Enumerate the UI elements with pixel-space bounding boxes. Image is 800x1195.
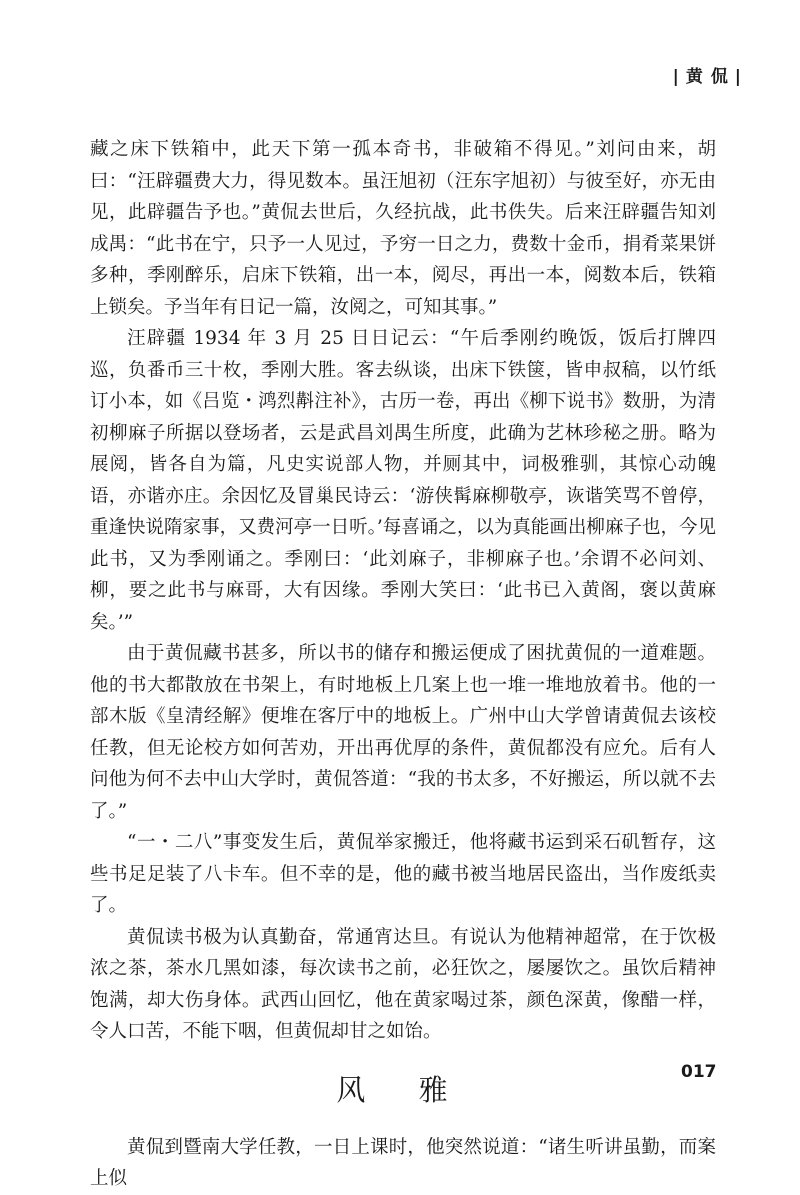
running-head xyxy=(667,62,748,87)
paragraph-3: 由于黄侃藏书甚多，所以书的储存和搬运便成了困扰黄侃的一道难题。他的书大都散放在书架上，有时地板上几案上也一堆一堆地放着书。他的一部木版《皇清经解》便堆在客厅中的地板上。广州中山大学曾请黄侃去该校任教，但无论校方如何苦劝，开出再优厚的条件，黄侃都没有应允。后有人问他为何不去中山大学时，黄侃答道：“我的书太多，不好搬运，所以就不去了。” xyxy=(90,643,716,822)
page-number: 017 xyxy=(681,1062,717,1082)
paragraph-4: “一・二八”事变发生后，黄侃举家搬迁，他将藏书运到采石矶暂存，这些书足足装了八卡车。但不幸的是，他的藏书被当地居民盗出，当作废纸卖了。 xyxy=(90,832,716,916)
paragraph-2: 汪辟疆 1934 年 3 月 25 日日记云：“午后季刚约晚饭，饭后打牌四巡，负番币三十枚，季刚大胜。客去纵谈，出床下铁箧，皆申叔稿，以竹纸订小本，如《吕览・鸿烈斠注补》，古历一卷，再出《柳下说书》数册，为清初柳麻子所据以登场者，云是武昌刘禺生所度，此确为艺林珍秘之册。略为展阅，皆各自为篇，凡史实说部人物，并厕其中，词极雅驯，其惊心动魄语，亦谐亦庄。余因忆及冒巢民诗云：‘游侠髯麻柳敬亭，诙谐笑骂不曾停，重逢快说隋家事，又费河亭一日听。’每喜诵之，以为真能画出柳麻子也，今见此书，又为季刚诵之。季刚曰：‘此刘麻子，非柳麻子也。’余谓不必问刘、柳，要之此书与麻哥，大有因缘。季刚大笑曰：‘此书已入黄阁，褒以黄麻矣。’” xyxy=(90,328,716,633)
section-first-paragraph: 黄侃到暨南大学任教，一日上课时，他突然说道：“诸生听讲虽勤，而案上似 xyxy=(90,1136,716,1189)
paragraph-5: 黄侃读书极为认真勤奋，常通宵达旦。有说认为他精神超常，在于饮极浓之茶，茶水几黑如漆，每次读书之前，必狂饮之，屡屡饮之。虽饮后精神饱满，却大伤身体。武西山回忆，他在黄家喝过茶，颜色深黄，像醋一样，令人口苦，不能下咽，但黄侃却甘之如饴。 xyxy=(90,926,716,1042)
running-head-bar-left: | xyxy=(672,67,680,87)
running-head-bar-right: | xyxy=(734,67,742,87)
body-text xyxy=(90,134,716,1195)
paragraph-1: 藏之床下铁箱中，此天下第一孤本奇书，非破箱不得见。”刘问由来，胡曰：“汪辟疆费大力，得见数本。虽汪旭初（汪东字旭初）与彼至好，亦无由见，此辟疆告予也。”黄侃去世后，久经抗战，此书佚失。后来汪辟疆告知刘成禺：“此书在宁，只予一人见过，予穷一日之力，费数十金币，捐肴菜果饼多种，季刚醉乐，启床下铁箱，出一本，阅尽，再出一本，阅数本后，铁箱上锁矣。予当年有日记一篇，汝阅之，可知其事。” xyxy=(90,139,716,318)
section-title: 风 雅 xyxy=(336,1072,470,1107)
running-head-title: 黄 侃 xyxy=(685,67,729,87)
